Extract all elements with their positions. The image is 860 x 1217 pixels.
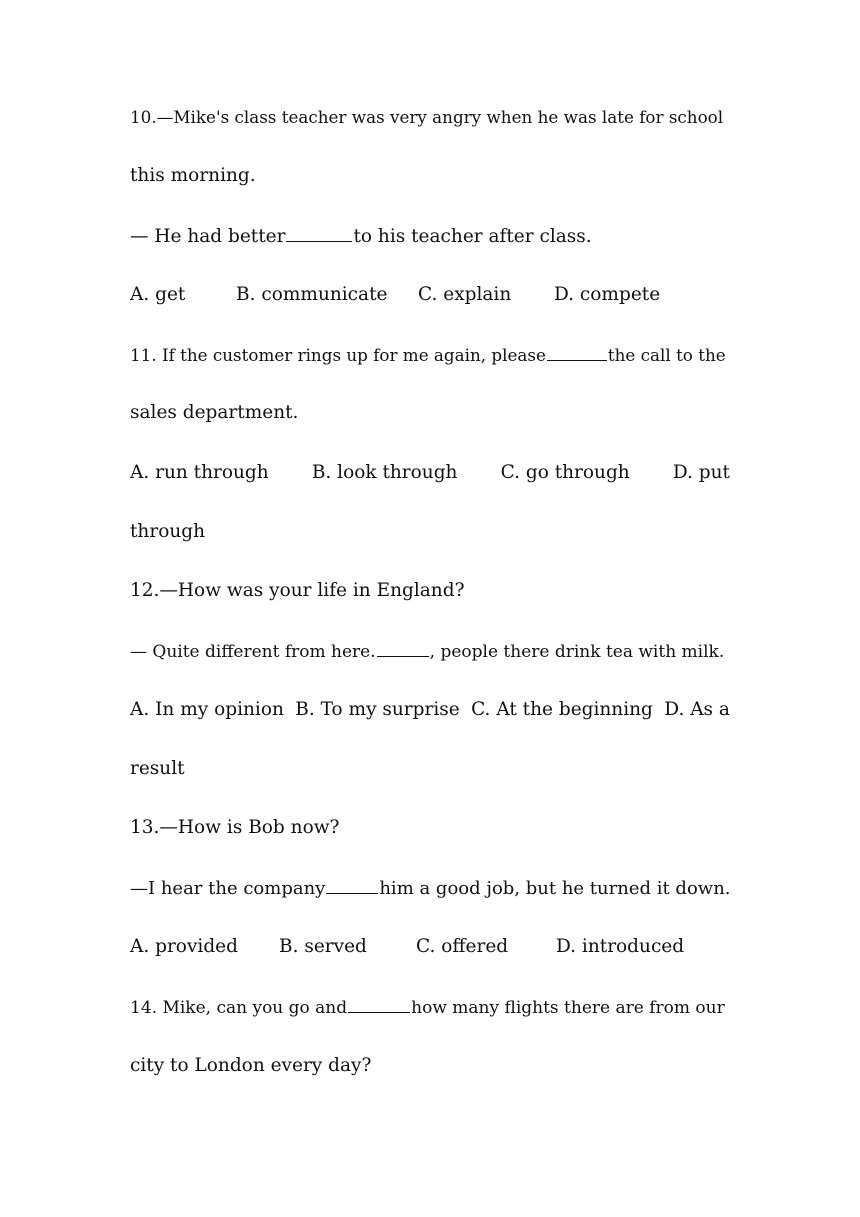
question-11-options-wrap (130, 520, 730, 544)
option-d-cont: through (130, 521, 206, 542)
question-12-options-wrap (130, 757, 730, 781)
question-13-text: 13.—How is Bob now? (130, 817, 340, 838)
option-c: C. explain (418, 284, 512, 305)
option-b: B. communicate (236, 284, 388, 305)
answer-blank (348, 994, 410, 1013)
option-b: B. served (279, 936, 367, 957)
question-11-line-2 (130, 401, 730, 425)
option-d: D. As a (664, 699, 730, 720)
question-11-options (130, 461, 730, 485)
option-c: C. At the beginning (471, 699, 653, 720)
answer-blank (547, 342, 607, 361)
question-12-text: 12.—How was your life in England? (130, 580, 465, 601)
option-d: D. compete (554, 284, 661, 305)
answer-blank (377, 638, 429, 657)
question-10-text: 10.—Mike's class teacher was very angry when he was late for school (130, 107, 724, 127)
option-a: A. In my opinion (130, 699, 284, 720)
question-10-text-cont: this morning. (130, 165, 256, 186)
question-12-answer-post: , people there drink tea with milk. (429, 642, 725, 662)
question-11-text-post: the call to the (607, 345, 726, 365)
question-14-text-post: how many flights there are from our (411, 998, 725, 1018)
question-12-line-2 (130, 638, 730, 664)
option-b: B. look through (311, 462, 458, 483)
question-13-line-1 (130, 816, 730, 840)
question-11-text-cont: sales department. (130, 402, 299, 423)
question-10-line-1 (130, 105, 730, 129)
question-10-line-2 (130, 164, 730, 188)
answer-blank (286, 223, 352, 242)
answer-blank (326, 875, 378, 894)
option-a: A. get (130, 284, 186, 305)
question-14-line-1 (130, 994, 730, 1020)
question-12-answer-pre: — Quite different from here. (130, 642, 376, 662)
question-10-answer-pre: — He had better (130, 226, 286, 247)
question-11-line-1 (130, 342, 730, 367)
question-14-text-pre: 14. Mike, can you go and (130, 998, 348, 1018)
option-c: C. go through (500, 462, 630, 483)
option-d: D. introduced (556, 936, 685, 957)
question-10-line-3 (130, 223, 730, 249)
option-d-cont: result (130, 758, 185, 779)
question-10-answer-post: to his teacher after class. (353, 226, 592, 247)
question-13-answer-post: him a good job, but he turned it down. (379, 878, 731, 899)
question-14-line-2 (130, 1054, 730, 1078)
question-13-answer-pre: —I hear the company (130, 878, 326, 899)
question-14-text-cont: city to London every day? (130, 1055, 372, 1076)
option-b: B. To my surprise (295, 699, 460, 720)
option-a: A. provided (130, 936, 238, 957)
question-12-line-1 (130, 579, 730, 603)
option-c: C. offered (416, 936, 509, 957)
option-a: A. run through (130, 462, 269, 483)
question-12-options (130, 698, 730, 722)
question-13-options (130, 935, 730, 959)
question-11-text-pre: 11. If the customer rings up for me again, please (130, 345, 546, 365)
question-10-options (130, 283, 730, 307)
question-13-line-2 (130, 875, 730, 901)
option-d: D. put (672, 462, 730, 483)
